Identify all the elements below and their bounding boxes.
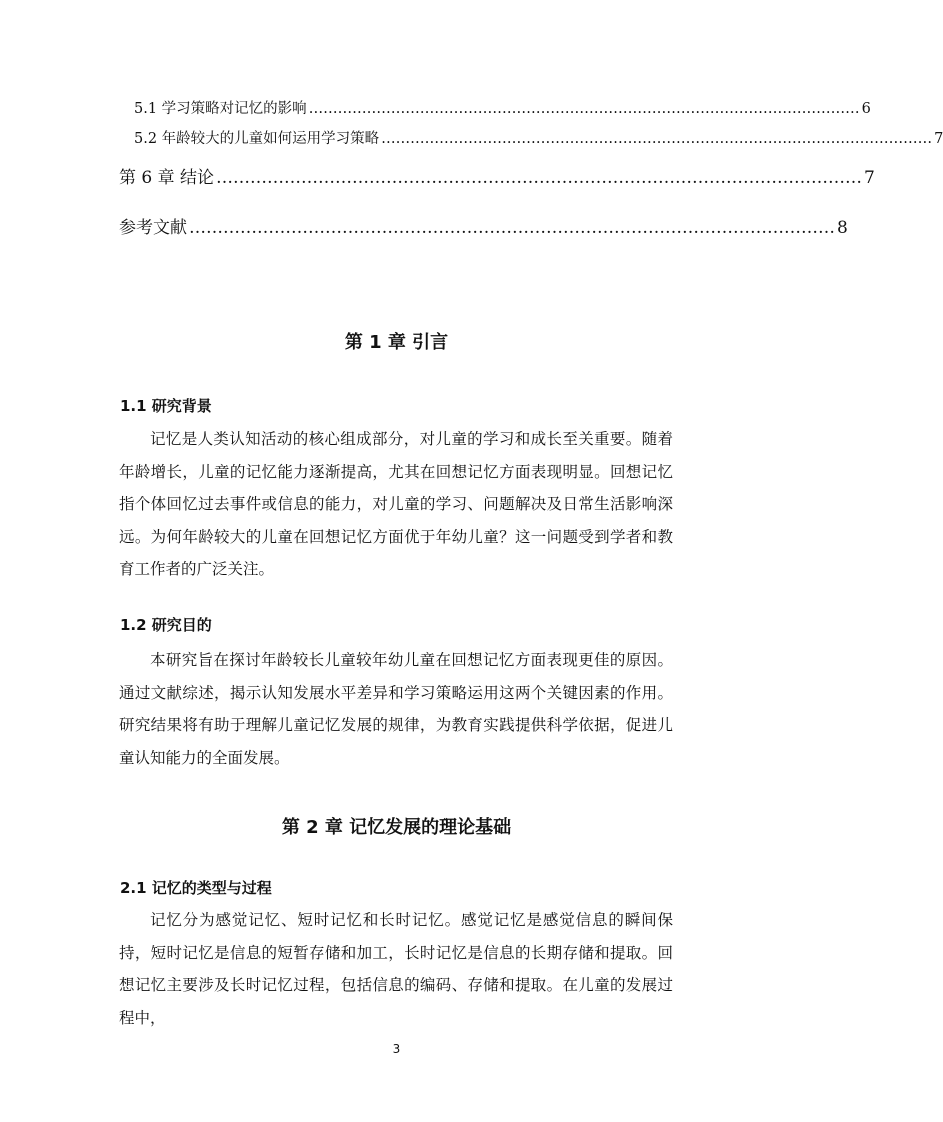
toc-entry-page: 7	[934, 131, 943, 147]
chapter-1-title: 第 1 章 引言	[344, 332, 449, 353]
toc-leader-dots: ……………………………………………………………………………………………………	[189, 218, 835, 238]
toc-leader-dots: ……………………………………………………………………………………………………	[308, 101, 860, 117]
page-number: 3	[392, 1042, 401, 1056]
toc-entry-chapter-6[interactable]	[119, 163, 875, 188]
toc-entry-5-1[interactable]	[134, 97, 871, 118]
toc-leader-dots: ……………………………………………………………………………………………………	[381, 131, 933, 147]
toc-leader-dots: ……………………………………………………………………………………………………	[216, 168, 863, 188]
toc-entry-references[interactable]	[119, 213, 848, 238]
toc-entry-page: 6	[861, 101, 871, 117]
section-2-1-heading: 2.1 记忆的类型与过程	[120, 879, 272, 897]
section-1-1-paragraph: 记忆是人类认知活动的核心组成部分，对儿童的学习和成长至关重要。随着年龄增长，儿童的记忆能力逐渐提高，尤其在回想记忆方面表现明显。回想记忆指个体回忆过去事件或信息的能力，对儿童的学习、问题解决及日常生活影响深远。为何年龄较大的儿童在回想记忆方面优于年幼儿童？这一问题受到学者和教育工作者的广泛关注。	[119, 430, 673, 578]
toc-entry-5-2[interactable]	[134, 127, 943, 148]
section-2-1-paragraph: 记忆分为感觉记忆、短时记忆和长时记忆。感觉记忆是感觉信息的瞬间保持，短时记忆是信息的短暂存储和加工，长时记忆是信息的长期存储和提取。回想记忆主要涉及长时记忆过程，包括信息的编码、存储和提取。在儿童的发展过程中，	[119, 911, 673, 1027]
toc-entry-label: 参考文献	[119, 218, 187, 238]
toc-entry-label: 5.1 学习策略对记忆的影响	[134, 101, 307, 117]
section-1-2-heading: 1.2 研究目的	[120, 616, 212, 634]
toc-entry-label: 第 6 章 结论	[119, 168, 215, 188]
section-1-1-heading: 1.1 研究背景	[120, 397, 212, 415]
toc-entry-page: 7	[864, 168, 875, 188]
chapter-2-title: 第 2 章 记忆发展的理论基础	[281, 817, 512, 838]
toc-entry-label: 5.2 年龄较大的儿童如何运用学习策略	[134, 131, 380, 147]
toc-entry-page: 8	[837, 218, 848, 238]
section-1-2-paragraph: 本研究旨在探讨年龄较长儿童较年幼儿童在回想记忆方面表现更佳的原因。通过文献综述，揭示认知发展水平差异和学习策略运用这两个关键因素的作用。研究结果将有助于理解儿童记忆发展的规律，为教育实践提供科学依据，促进儿童认知能力的全面发展。	[119, 651, 673, 767]
